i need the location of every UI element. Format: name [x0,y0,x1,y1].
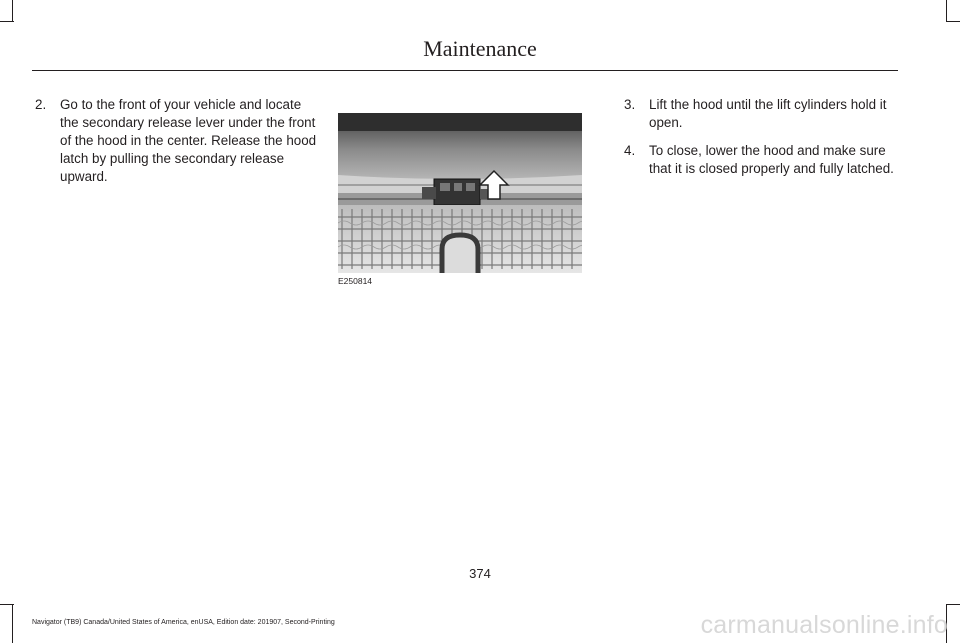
step-number: 4. [624,143,636,158]
figure-code: E250814 [338,276,373,286]
crop-mark-top-right-v [946,0,947,22]
page-number: 374 [469,566,491,581]
step-item [624,142,899,178]
crop-mark-top-left-v [12,0,13,22]
left-steps-list [35,96,317,196]
crop-mark-bottom-left-v [12,604,13,643]
step-number: 2. [35,97,47,112]
step-text: To close, lower the hood and make sure that it is closed properly and fully latched. [649,143,894,176]
header-rule [32,70,898,71]
watermark[interactable]: carmanualsonline.info [700,611,948,639]
footer-text: Navigator (TB9) Canada/United States of America, enUSA, Edition date: 201907, Second-Printing [32,619,335,626]
crop-mark-bottom-left-h [0,604,14,605]
step-text: Lift the hood until the lift cylinders hold it open. [649,97,887,130]
right-steps-list [624,96,899,188]
page-title: Maintenance [423,36,537,61]
crop-mark-bottom-right-h [946,604,960,605]
step-item [35,96,317,186]
crop-mark-top-right-h [946,21,960,22]
crop-mark-top-left-h [0,21,14,22]
hood-release-figure [338,113,582,273]
step-number: 3. [624,97,636,112]
step-text: Go to the front of your vehicle and locate the secondary release lever under the front of the hood in the center. Release the hood latch by pulling the secondary release upward. [60,97,317,184]
step-item [624,96,899,132]
